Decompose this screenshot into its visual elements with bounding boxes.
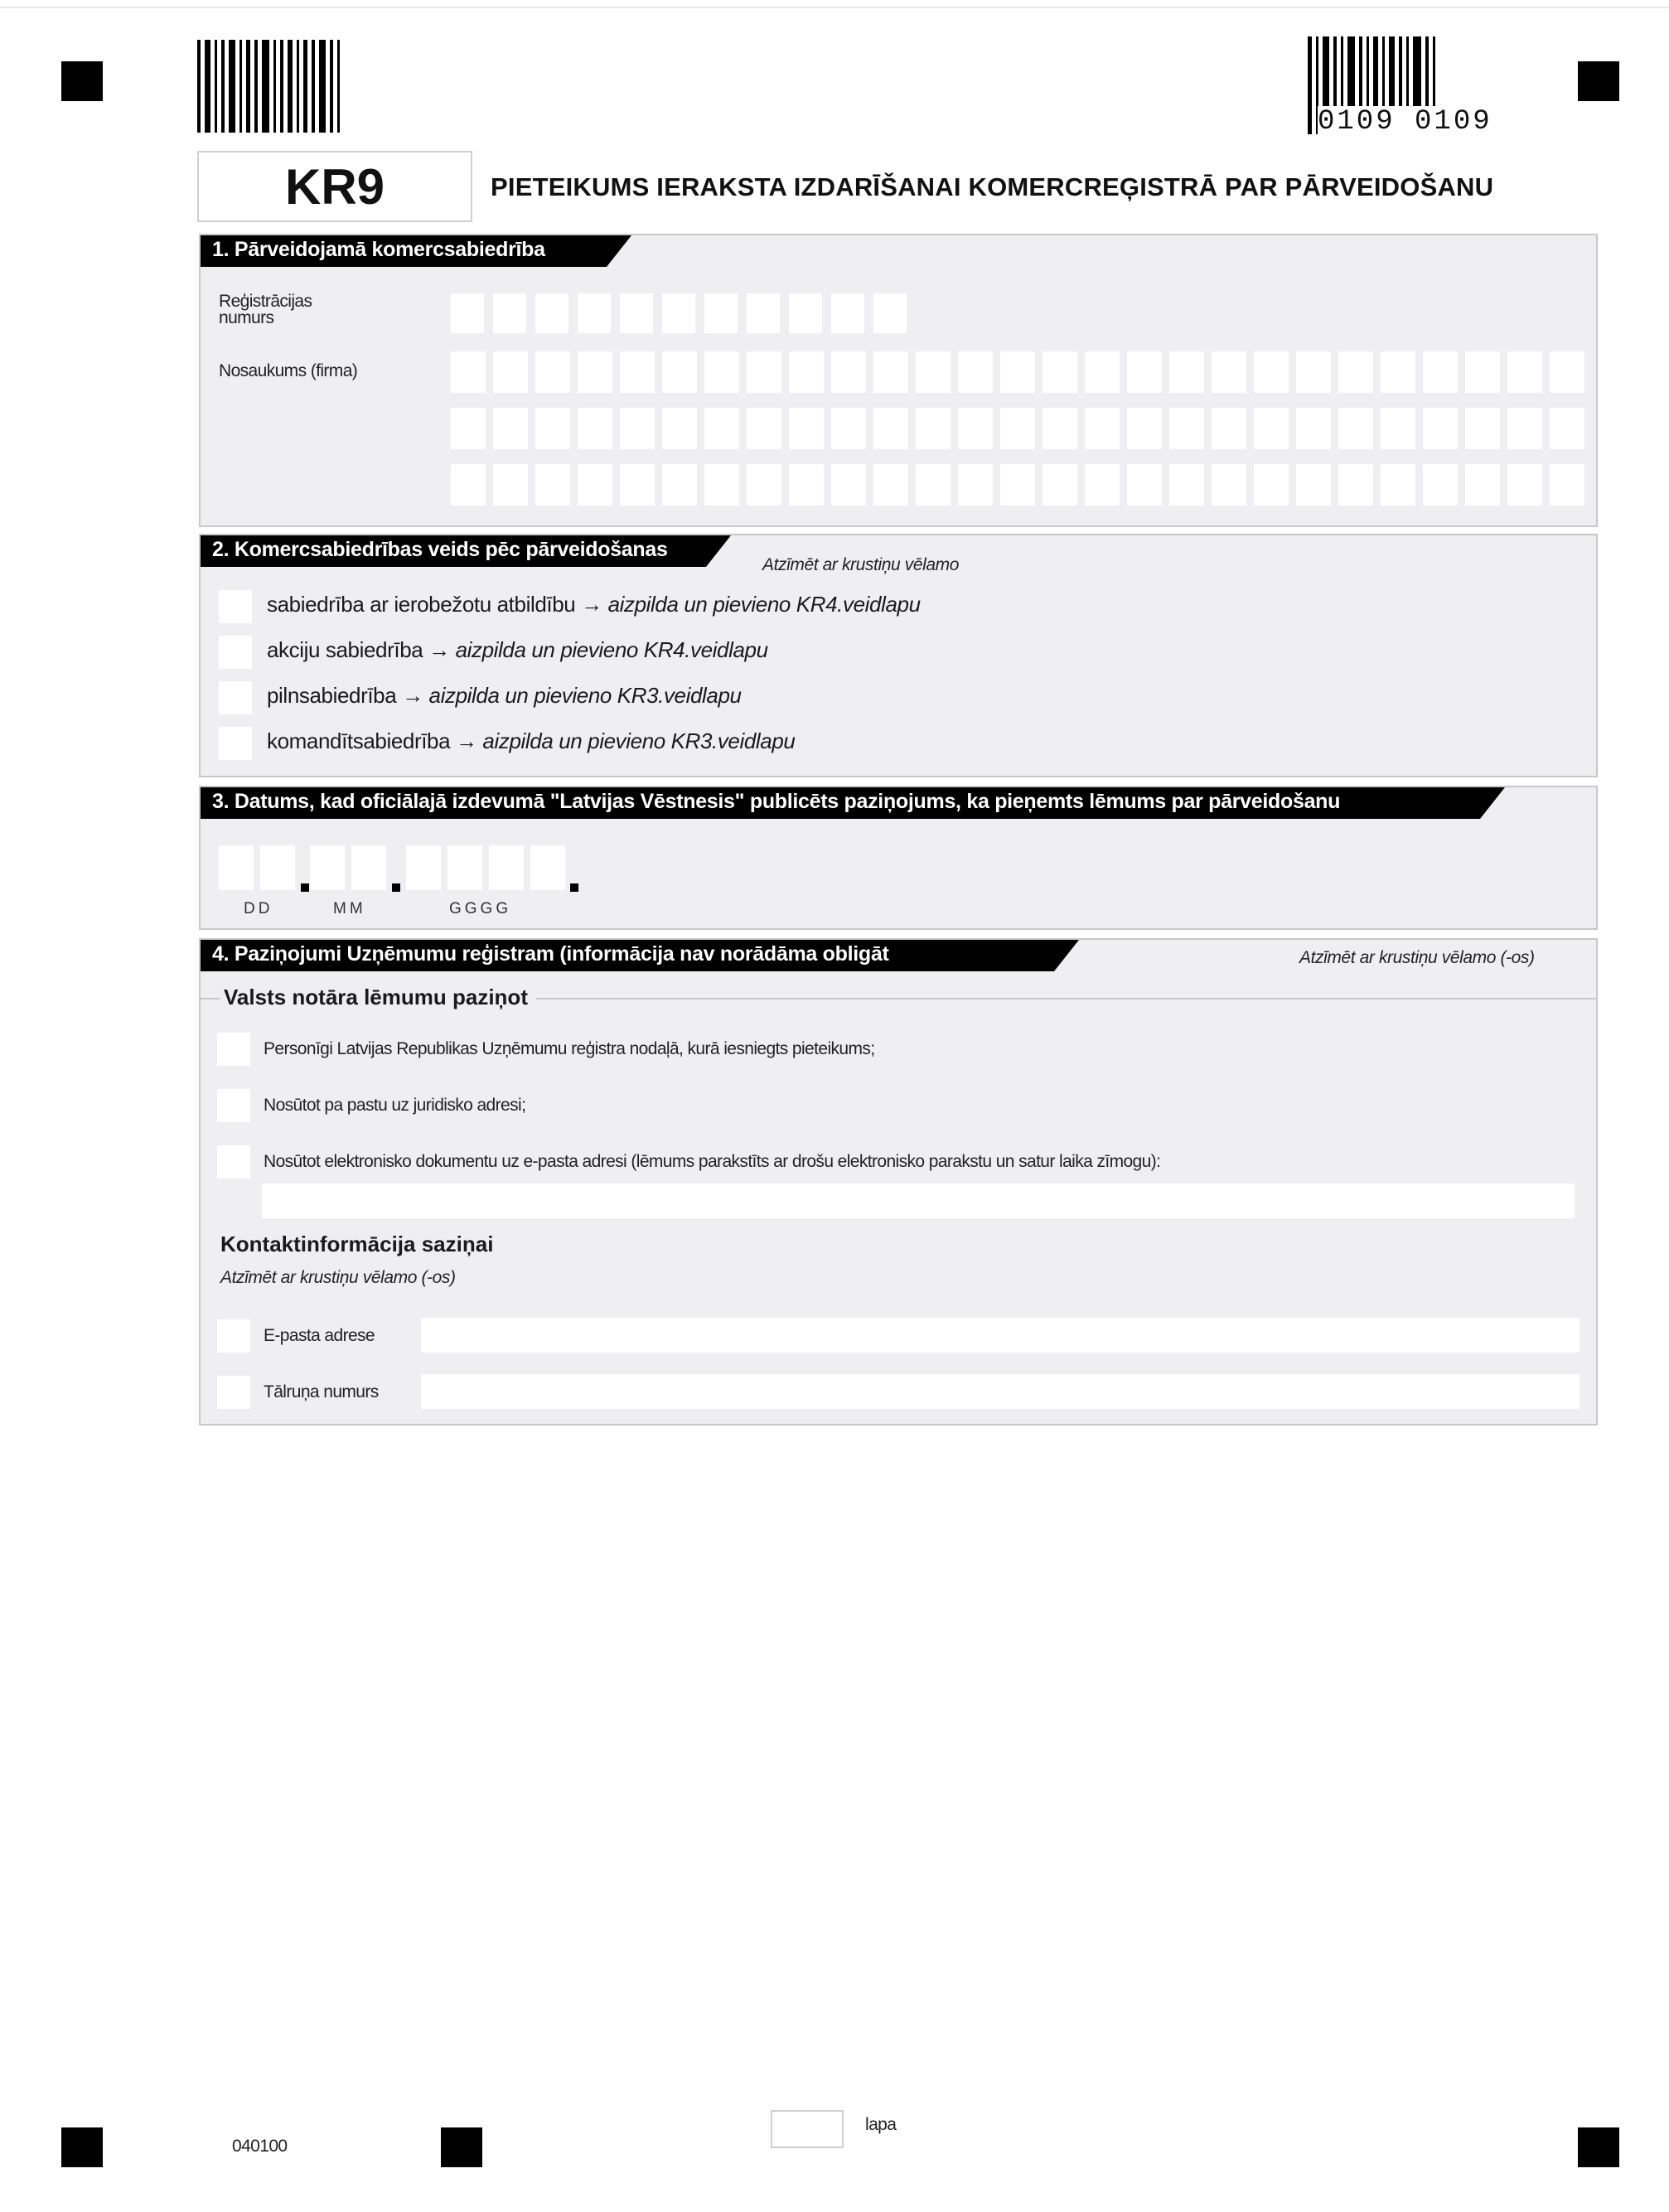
company-name-box[interactable] — [1465, 351, 1500, 393]
section-2-hint: Atzīmēt ar krustiņu vēlamo — [762, 555, 960, 574]
date-digit-box[interactable] — [489, 845, 524, 890]
registration-mark-top-left — [61, 61, 103, 101]
company-name-box[interactable] — [1000, 408, 1035, 449]
barcode-bar — [197, 40, 201, 133]
company-name-box[interactable] — [789, 464, 824, 506]
company-name-box[interactable] — [704, 408, 739, 449]
company-name-box[interactable] — [451, 408, 486, 449]
date-digit-box[interactable] — [406, 845, 441, 890]
arrow-icon: → — [423, 637, 456, 662]
option-action: aizpilda un pievieno KR4.veidlapu — [455, 637, 768, 662]
company-name-box[interactable] — [958, 408, 993, 449]
company-type-option-label — [267, 728, 796, 754]
company-name-label: Nosaukums (firma) — [219, 361, 358, 380]
date-digit-box[interactable] — [260, 845, 295, 890]
company-name-box[interactable] — [916, 408, 951, 449]
company-name-box[interactable] — [620, 464, 655, 506]
notary-option-label: Nosūtot elektronisko dokumentu uz e-pasta adresi (lēmums parakstīts ar drošu elektronisko parakstu un satur laika zīmogu): — [264, 1152, 1161, 1171]
day-label: DD — [244, 900, 273, 917]
date-separator-dot — [301, 883, 309, 892]
email-address-field[interactable] — [421, 1318, 1580, 1353]
company-name-box[interactable] — [958, 464, 993, 506]
company-name-box[interactable] — [958, 351, 993, 393]
registration-number-box[interactable] — [662, 293, 695, 333]
company-name-box[interactable] — [1085, 408, 1120, 449]
company-name-box[interactable] — [578, 464, 612, 506]
section-1-heading-band — [201, 235, 631, 267]
company-name-box[interactable] — [1465, 408, 1500, 449]
company-name-box[interactable] — [1423, 408, 1458, 449]
option-name: sabiedrība ar ierobežotu atbildību — [267, 592, 576, 617]
company-name-box[interactable] — [747, 464, 781, 506]
registration-number-box[interactable] — [493, 293, 526, 333]
barcode-bar — [1308, 36, 1312, 134]
barcode-bar — [288, 40, 293, 133]
company-name-box[interactable] — [789, 408, 824, 449]
barcode-bar — [221, 40, 225, 133]
barcode-bar — [215, 40, 217, 133]
barcode-bar — [330, 40, 333, 133]
company-name-box[interactable] — [831, 464, 866, 506]
registration-number-box[interactable] — [747, 293, 780, 333]
section-2-heading: 2. Komercsabiedrības veids pēc pārveidošanas — [212, 538, 668, 561]
company-name-box[interactable] — [1338, 408, 1373, 449]
section-1 — [199, 234, 1598, 527]
top-rule — [0, 7, 1669, 8]
barcode-bar — [312, 40, 315, 133]
company-name-box[interactable] — [578, 351, 612, 393]
section-3-heading: 3. Datums, kad oficiālajā izdevumā "Latvijas Vēstnesis" publicēts paziņojums, ka pieņemts lēmums par pārveidošanu — [212, 790, 1341, 813]
arrow-icon: → — [450, 728, 483, 753]
registration-mark-top-right — [1578, 61, 1619, 101]
company-name-box[interactable] — [1381, 351, 1415, 393]
notary-option-checkbox[interactable] — [217, 1089, 250, 1122]
notary-heading: Valsts notāra lēmumu paziņot — [220, 985, 536, 1010]
company-type-option-label — [267, 637, 768, 663]
month-label: MM — [333, 900, 366, 917]
company-name-box[interactable] — [1127, 351, 1162, 393]
date-digit-box[interactable] — [219, 845, 254, 890]
company-name-box[interactable] — [1043, 351, 1077, 393]
registration-number-box[interactable] — [704, 293, 738, 333]
company-name-box[interactable] — [1550, 408, 1584, 449]
company-name-box[interactable] — [1169, 464, 1204, 506]
option-action: aizpilda un pievieno KR4.veidlapu — [607, 592, 921, 617]
company-name-box[interactable] — [493, 464, 528, 506]
year-label: GGGG — [449, 900, 512, 917]
date-digit-box[interactable] — [310, 845, 345, 890]
company-name-box[interactable] — [831, 408, 866, 449]
barcode-left — [197, 40, 344, 133]
registration-number-box[interactable] — [873, 293, 907, 333]
option-action: aizpilda un pievieno KR3.veidlapu — [482, 728, 796, 753]
notary-option-checkbox[interactable] — [217, 1033, 250, 1066]
company-name-box[interactable] — [1169, 408, 1204, 449]
company-name-box[interactable] — [1381, 408, 1415, 449]
company-name-box[interactable] — [1338, 351, 1373, 393]
company-name-box[interactable] — [1507, 464, 1542, 506]
company-name-box[interactable] — [1085, 464, 1120, 506]
company-name-box[interactable] — [1550, 464, 1584, 506]
date-separator-dot — [570, 883, 578, 892]
email-for-decision-field[interactable] — [262, 1183, 1575, 1218]
company-name-box[interactable] — [493, 408, 528, 449]
company-name-box[interactable] — [873, 351, 908, 393]
section-4-heading: 4. Paziņojumi Uzņēmumu reģistram (informācija nav norādāma obligāt — [212, 942, 889, 966]
company-name-box[interactable] — [1254, 408, 1289, 449]
company-name-box[interactable] — [747, 408, 781, 449]
form-code: KR9 — [197, 151, 472, 222]
registration-number-box[interactable] — [620, 293, 653, 333]
company-name-box[interactable] — [1127, 464, 1162, 506]
barcode-bar — [239, 40, 242, 133]
barcode-bar — [205, 40, 210, 133]
company-type-option-label — [267, 592, 921, 617]
section-3 — [199, 786, 1598, 930]
registration-number-box[interactable] — [451, 293, 484, 333]
page-number-box[interactable] — [771, 2110, 844, 2148]
company-name-box[interactable] — [747, 351, 781, 393]
company-name-box[interactable] — [1507, 351, 1542, 393]
company-name-box[interactable] — [789, 351, 824, 393]
barcode-bar — [337, 40, 340, 133]
notary-option-checkbox[interactable] — [217, 1145, 250, 1179]
company-name-box[interactable] — [493, 351, 528, 393]
company-name-box[interactable] — [535, 351, 570, 393]
company-name-box[interactable] — [1212, 351, 1246, 393]
barcode-bar — [262, 40, 269, 133]
company-name-box[interactable] — [873, 408, 908, 449]
company-name-box[interactable] — [1127, 408, 1162, 449]
company-name-box[interactable] — [1550, 351, 1584, 393]
phone-number-field[interactable] — [421, 1374, 1580, 1409]
barcode-number: 0109 0109 — [1318, 106, 1492, 138]
option-action: aizpilda un pievieno KR3.veidlapu — [428, 683, 742, 708]
company-name-box[interactable] — [662, 464, 697, 506]
notary-option-label: Personīgi Latvijas Republikas Uzņēmumu reģistra nodaļā, kurā iesniegts pieteikums; — [264, 1039, 875, 1058]
company-name-box[interactable] — [1043, 408, 1077, 449]
company-name-box[interactable] — [620, 408, 655, 449]
section-3-heading-band — [201, 787, 1505, 819]
company-name-box[interactable] — [662, 408, 697, 449]
barcode-bar — [246, 40, 250, 133]
registration-number-label: Reģistrācijas numurs — [219, 292, 312, 327]
contact-heading: Kontaktinformācija saziņai — [220, 1232, 494, 1256]
company-type-checkbox[interactable] — [219, 590, 252, 623]
contact-hint: Atzīmēt ar krustiņu vēlamo (-os) — [220, 1268, 456, 1287]
arrow-icon: → — [575, 592, 608, 617]
company-type-checkbox[interactable] — [219, 727, 252, 760]
option-name: akciju sabiedrība — [267, 637, 423, 662]
company-name-box[interactable] — [916, 464, 951, 506]
company-name-box[interactable] — [704, 464, 739, 506]
footer-code: 040100 — [232, 2137, 288, 2156]
form-title: PIETEIKUMS IERAKSTA IZDARĪŠANAI KOMERCREĢISTRĀ PAR PĀRVEIDOŠANU — [491, 172, 1494, 201]
company-name-box[interactable] — [1000, 351, 1035, 393]
company-name-box[interactable] — [1423, 351, 1458, 393]
company-type-option-label — [267, 683, 742, 709]
company-name-box[interactable] — [662, 351, 697, 393]
registration-mark-bottom-center — [441, 2127, 482, 2167]
date-digit-box[interactable] — [530, 845, 565, 890]
company-type-checkbox[interactable] — [219, 681, 252, 714]
company-name-box[interactable] — [1465, 464, 1500, 506]
registration-number-box[interactable] — [535, 293, 568, 333]
company-name-box[interactable] — [831, 351, 866, 393]
company-name-box[interactable] — [873, 464, 908, 506]
registration-mark-bottom-left — [61, 2127, 103, 2167]
company-name-box[interactable] — [1254, 464, 1289, 506]
company-name-box[interactable] — [1000, 464, 1035, 506]
barcode-bar — [319, 40, 326, 133]
company-name-box[interactable] — [451, 351, 486, 393]
company-name-box[interactable] — [1085, 351, 1120, 393]
company-name-box[interactable] — [620, 351, 655, 393]
registration-number-box[interactable] — [831, 293, 864, 333]
notary-option-label: Nosūtot pa pastu uz juridisko adresi; — [264, 1096, 526, 1115]
barcode-bar — [280, 40, 283, 133]
date-digit-box[interactable] — [447, 845, 482, 890]
company-name-box[interactable] — [1296, 351, 1331, 393]
company-name-box[interactable] — [704, 351, 739, 393]
date-digit-box[interactable] — [351, 845, 386, 890]
contact-option-label: Tālruņa numurs — [264, 1382, 379, 1401]
company-name-box[interactable] — [535, 408, 570, 449]
barcode-bar — [303, 40, 307, 133]
section-2 — [199, 534, 1598, 777]
option-name: pilnsabiedrība — [267, 683, 397, 708]
company-name-box[interactable] — [916, 351, 951, 393]
section-4-heading-band — [201, 940, 1079, 971]
contact-option-checkbox[interactable] — [217, 1319, 250, 1353]
date-separator-dot — [392, 883, 400, 892]
registration-number-box[interactable] — [578, 293, 611, 333]
company-name-box[interactable] — [535, 464, 570, 506]
company-name-box[interactable] — [578, 408, 612, 449]
barcode-bar — [229, 40, 235, 133]
page-label: lapa — [865, 2115, 897, 2134]
company-name-box[interactable] — [1043, 464, 1077, 506]
registration-mark-bottom-right — [1578, 2127, 1619, 2167]
option-name: komandītsabiedrība — [267, 728, 451, 753]
barcode-bar — [297, 40, 299, 133]
section-2-heading-band — [201, 535, 731, 567]
section-4 — [199, 938, 1598, 1425]
contact-option-label: E-pasta adrese — [264, 1326, 375, 1345]
barcode-bar — [273, 40, 276, 133]
contact-option-checkbox[interactable] — [217, 1376, 250, 1409]
company-name-box[interactable] — [1296, 408, 1331, 449]
company-name-box[interactable] — [1254, 351, 1289, 393]
barcode-bar — [254, 40, 258, 133]
company-name-box[interactable] — [1507, 408, 1542, 449]
company-type-checkbox[interactable] — [219, 636, 252, 669]
company-name-box[interactable] — [1338, 464, 1373, 506]
section-1-heading: 1. Pārveidojamā komercsabiedrība — [212, 238, 545, 261]
company-name-box[interactable] — [1212, 408, 1246, 449]
company-name-box[interactable] — [1296, 464, 1331, 506]
registration-number-box[interactable] — [789, 293, 822, 333]
company-name-box[interactable] — [1381, 464, 1415, 506]
company-name-box[interactable] — [1212, 464, 1246, 506]
company-name-box[interactable] — [451, 464, 486, 506]
section-4-hint: Atzīmēt ar krustiņu vēlamo (-os) — [1299, 948, 1535, 967]
arrow-icon: → — [396, 683, 429, 708]
company-name-box[interactable] — [1423, 464, 1458, 506]
company-name-box[interactable] — [1169, 351, 1204, 393]
